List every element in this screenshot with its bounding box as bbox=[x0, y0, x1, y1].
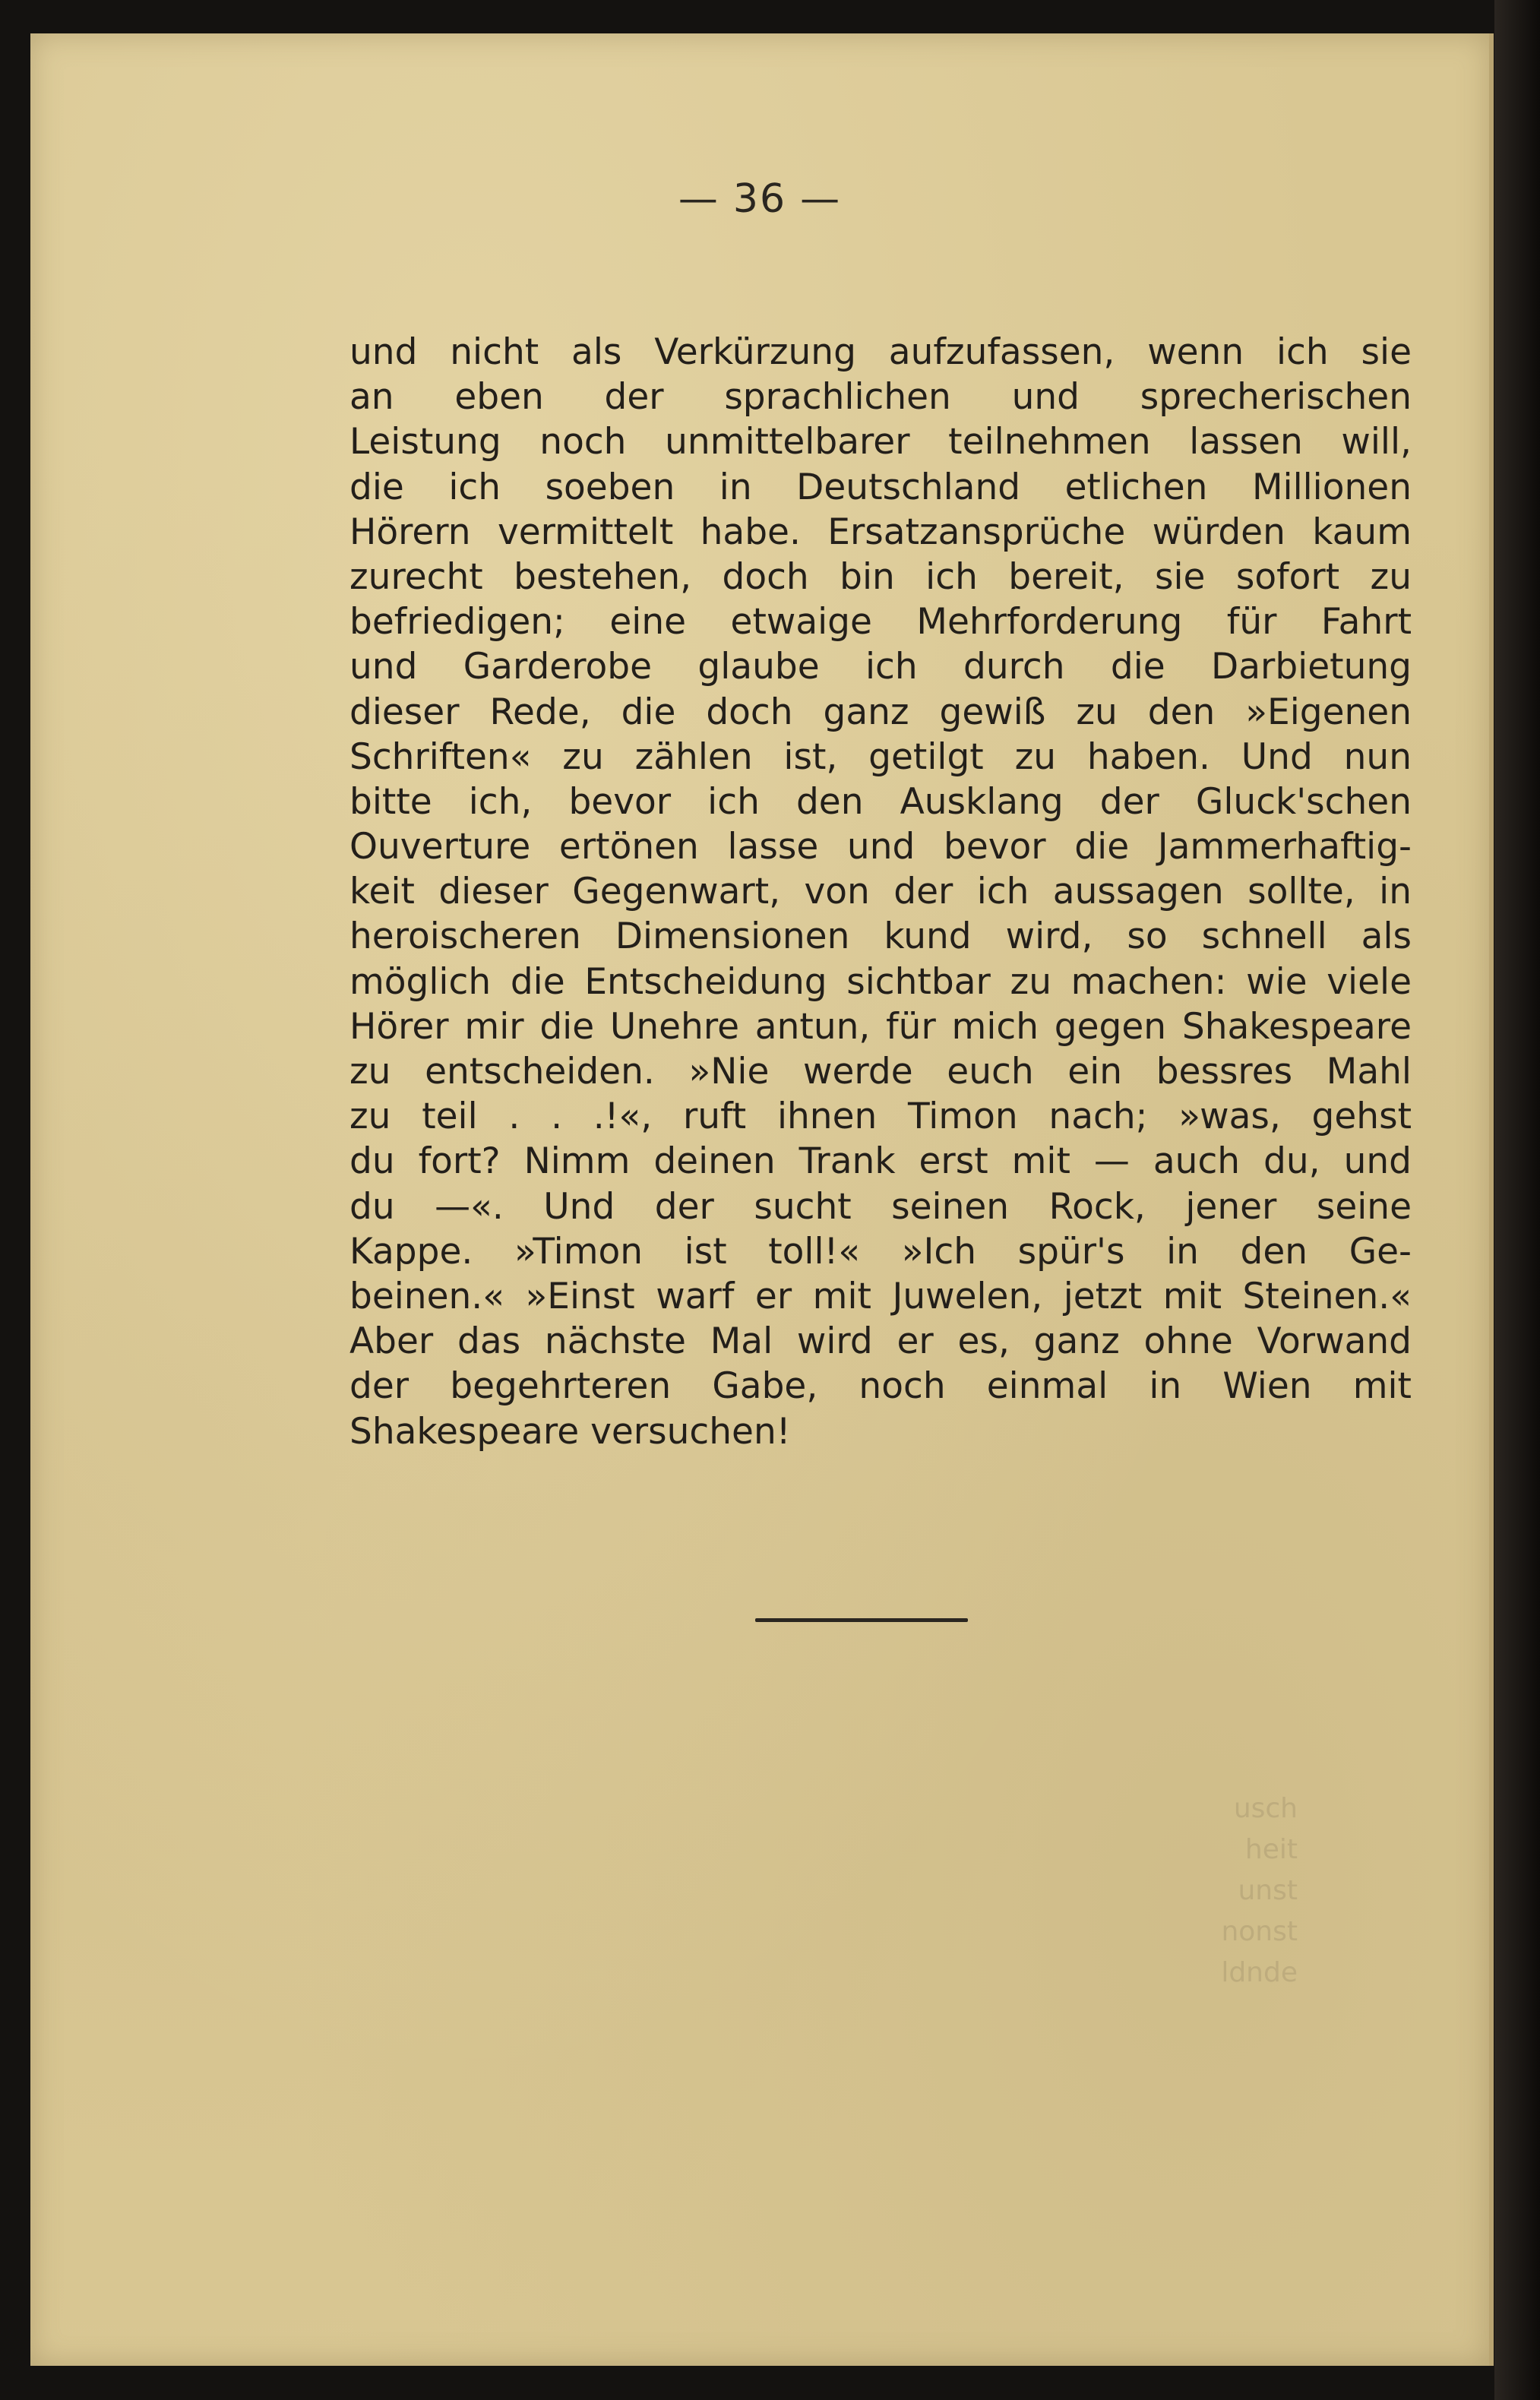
text-line: Schriften« zu zählen ist, getilgt zu haben. Und nun bbox=[349, 735, 1412, 778]
text-line: heroischeren Dimensionen kund wird, so schnell als bbox=[349, 915, 1412, 958]
page-number-header bbox=[30, 176, 1489, 222]
text-line: Kappe. »Timon ist toll!« »Ich spür's in den Ge- bbox=[349, 1230, 1412, 1273]
page-number: 36 bbox=[732, 176, 787, 222]
show-through-line: usch bbox=[1233, 1793, 1298, 1824]
text-line: befriedigen; eine etwaige Mehrforderung für Fahrt bbox=[349, 601, 1412, 643]
book-page bbox=[30, 33, 1494, 2366]
show-through-line: ldnde bbox=[1221, 1957, 1298, 1988]
text-line: zu entscheiden. »Nie werde euch ein bessres Mahl bbox=[349, 1051, 1412, 1092]
show-through-line: heit bbox=[1244, 1834, 1298, 1865]
show-through-line: unst bbox=[1238, 1875, 1298, 1906]
text-line: der begehrteren Gabe, noch einmal in Wien mit bbox=[349, 1365, 1412, 1408]
text-line: keit dieser Gegenwart, von der ich aussagen sollte, in bbox=[349, 871, 1412, 913]
binding-edge bbox=[1494, 0, 1540, 2400]
text-line: und nicht als Verkürzung aufzufassen, wenn ich sie bbox=[349, 331, 1412, 373]
text-line: bitte ich, bevor ich den Ausklang der Gluck'schen bbox=[349, 780, 1412, 823]
text-line: zu teil . . .!«, ruft ihnen Timon nach; »was, gehst bbox=[349, 1096, 1412, 1138]
show-through-line: nonst bbox=[1221, 1916, 1298, 1947]
closing-rule bbox=[755, 1618, 968, 1622]
text-line: Leistung noch unmittelbarer teilnehmen lassen will, bbox=[349, 421, 1412, 463]
text-line: Ouverture ertönen lasse und bevor die Jammerhaftig- bbox=[349, 826, 1412, 868]
text-line: beinen.« »Einst warf er mit Juwelen, jetzt mit Steinen.« bbox=[349, 1275, 1412, 1317]
page-number-dash-right: — bbox=[800, 176, 842, 222]
text-line-last: Shakespeare versuchen! bbox=[349, 1410, 791, 1453]
text-line: Hörer mir die Unehre antun, für mich gegen Shakespeare bbox=[349, 1005, 1412, 1048]
text-line: an eben der sprachlichen und sprecherischen bbox=[349, 376, 1412, 419]
text-line: Hörern vermittelt habe. Ersatzansprüche würden kaum bbox=[349, 511, 1412, 553]
text-line: die ich soeben in Deutschland etlichen Millionen bbox=[349, 466, 1412, 508]
text-line: du —«. Und der sucht seinen Rock, jener seine bbox=[349, 1185, 1412, 1228]
text-line: dieser Rede, die doch ganz gewiß zu den »Eigenen bbox=[349, 691, 1412, 733]
body-paragraph bbox=[349, 330, 1412, 1454]
text-line: du fort? Nimm deinen Trank erst mit — auch du, und bbox=[349, 1140, 1412, 1183]
text-line: möglich die Entscheidung sichtbar zu machen: wie viele bbox=[349, 960, 1412, 1003]
page-number-dash-left: — bbox=[678, 176, 719, 222]
text-line: Aber das nächste Mal wird er es, ganz ohne Vorwand bbox=[349, 1320, 1412, 1363]
text-line: und Garderobe glaube ich durch die Darbietung bbox=[349, 646, 1412, 688]
show-through-text bbox=[1161, 1788, 1298, 1994]
text-line: zurecht bestehen, doch bin ich bereit, sie sofort zu bbox=[349, 555, 1412, 598]
